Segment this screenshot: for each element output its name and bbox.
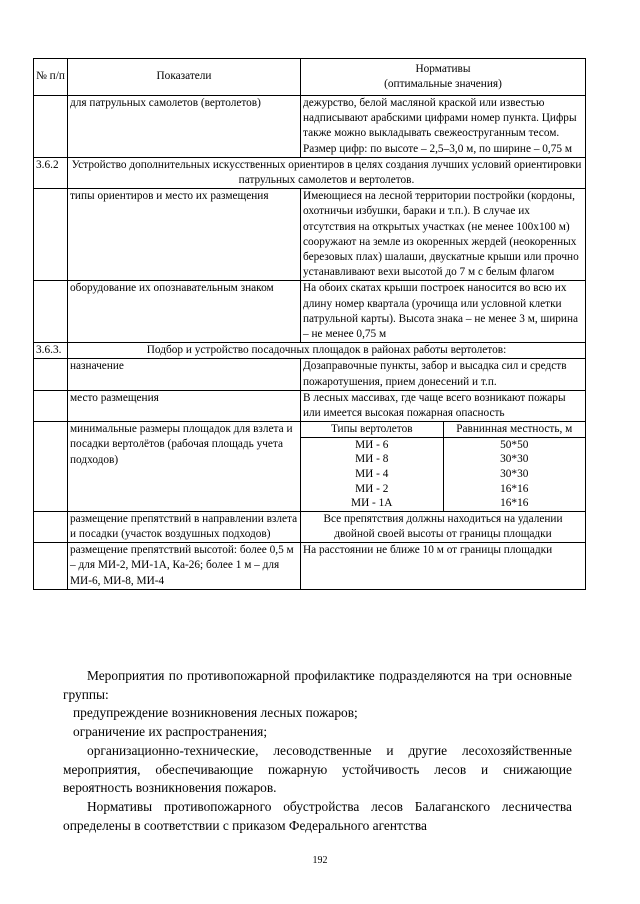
section-number: 3.6.2 xyxy=(34,157,68,188)
norm-cell: На расстоянии не ближе 10 м от границы площадки xyxy=(301,543,586,590)
body-text xyxy=(63,667,572,835)
norm-cell: В лесных массивах, где чаще всего возникают пожары или имеется высокая пожарная опасность xyxy=(301,390,586,421)
header-norms xyxy=(301,59,586,96)
helicopter-type: МИ - 6 xyxy=(355,438,389,451)
helicopter-type-header: Типы вертолетов xyxy=(301,422,443,437)
norm-cell: На обоих скатах крыши построек наносится во всю их длину номер квартала (урочища или условной клетки патрульной карты). Высота знака – не менее 3 м, ширина – не менее 0,75 м xyxy=(301,281,586,343)
helicopter-type: МИ - 2 xyxy=(355,482,389,495)
table-row xyxy=(34,359,586,390)
indicator-cell: место размещения xyxy=(68,390,301,421)
table-row xyxy=(34,511,586,542)
header-indicators: Показатели xyxy=(68,59,301,96)
landing-size: 16*16 xyxy=(500,482,529,495)
norms-table xyxy=(33,58,586,590)
paragraph: Нормативы противопожарного обустройства лесов Балаганского лесничества определены в соответствии с приказом Федерального агентства xyxy=(63,798,572,833)
helicopter-sizes-table xyxy=(301,422,585,511)
indicator-cell: минимальные размеры площадок для взлета и посадки вертолётов (рабочая площадь учета подходов) xyxy=(68,422,301,512)
table-row xyxy=(34,189,586,281)
indicator-cell: типы ориентиров и место их размещения xyxy=(68,189,301,281)
header-num: № п/п xyxy=(34,59,68,96)
norm-cell: Все препятствия должны находиться на удалении двойной своей высоты от границы площадки xyxy=(301,511,586,542)
helicopter-type: МИ - 4 xyxy=(355,468,389,481)
table-row xyxy=(34,543,586,590)
table-row xyxy=(34,422,586,512)
indicator-cell: для патрульных самолетов (вертолетов) xyxy=(68,96,301,158)
landing-size: 30*30 xyxy=(500,468,529,481)
landing-size: 30*30 xyxy=(500,453,529,466)
indicator-cell: размещение препятствий в направлении взлета и посадки (участок воздушных подходов) xyxy=(68,511,301,542)
list-item: ограничение их распространения; xyxy=(73,724,268,740)
indicator-cell: размещение препятствий высотой: более 0,5 м – для МИ-2, МИ-1А, Ка-26; более 1 м – для МИ-6, МИ-8, МИ-4 xyxy=(68,543,301,590)
paragraph: Мероприятия по противопожарной профилактике подразделяются на три основные группы: xyxy=(63,668,572,702)
table-header-row xyxy=(34,59,586,96)
section-title: Устройство дополнительных искусственных ориентиров в целях создания лучших условий ориентировки патрульных самолетов и вертолетов. xyxy=(68,157,586,188)
helicopter-type: МИ - 1А xyxy=(351,497,393,510)
landing-size: 16*16 xyxy=(500,497,529,510)
norm-cell: Дозаправочные пункты, забор и высадка сил и средств пожаротушения, прием донесений и т.п. xyxy=(301,359,586,390)
paragraph: организационно-технические, лесоводственные и другие лесохозяйственные мероприятия, обеспечивающие пожарную устойчивость лесов и снижающие вероятность возникновения пожаров. xyxy=(63,742,572,796)
section-title: Подбор и устройство посадочных площадок в районах работы вертолетов: xyxy=(68,343,586,359)
indicator-cell: назначение xyxy=(68,359,301,390)
section-row xyxy=(34,343,586,359)
list-item: предупреждение возникновения лесных пожаров; xyxy=(73,705,358,721)
header-norms-subtitle: (оптимальные значения) xyxy=(384,78,502,90)
helicopter-sizes-header xyxy=(301,422,585,437)
landing-size: 50*50 xyxy=(500,438,529,451)
norm-cell: Имеющиеся на лесной территории постройки (кордоны, охотничьи избушки, бараки и т.п.). В случае их отсутствия на открытых участках (не менее 100х100 м) сооружают на земле из окоренных жердей (неокоренных березовых плах) шалаши, двускатные крыши или прочно устанавливают вехи высотой до 7 м с белым флагом xyxy=(301,189,586,281)
section-number: 3.6.3. xyxy=(34,343,68,359)
table-row xyxy=(34,96,586,158)
helicopter-sizes-values xyxy=(301,437,585,510)
norm-cell: дежурство, белой масляной краской или известью надписывают арабскими цифрами номер пункта. Цифры также можно выкладывать свежеоструганным тесом. Размер цифр: по высоте – 2,5–3,0 м, по ширине – 0,75 м xyxy=(301,96,586,158)
page-number: 192 xyxy=(312,855,328,866)
indicator-cell: оборудование их опознавательным знаком xyxy=(68,281,301,343)
helicopter-sizes-cell xyxy=(301,422,586,512)
header-norms-title: Нормативы xyxy=(415,62,471,75)
table-row xyxy=(34,390,586,421)
section-row xyxy=(34,157,586,188)
plain-terrain-header: Равнинная местность, м xyxy=(443,422,585,437)
table-row xyxy=(34,281,586,343)
helicopter-type: МИ - 8 xyxy=(355,453,389,466)
